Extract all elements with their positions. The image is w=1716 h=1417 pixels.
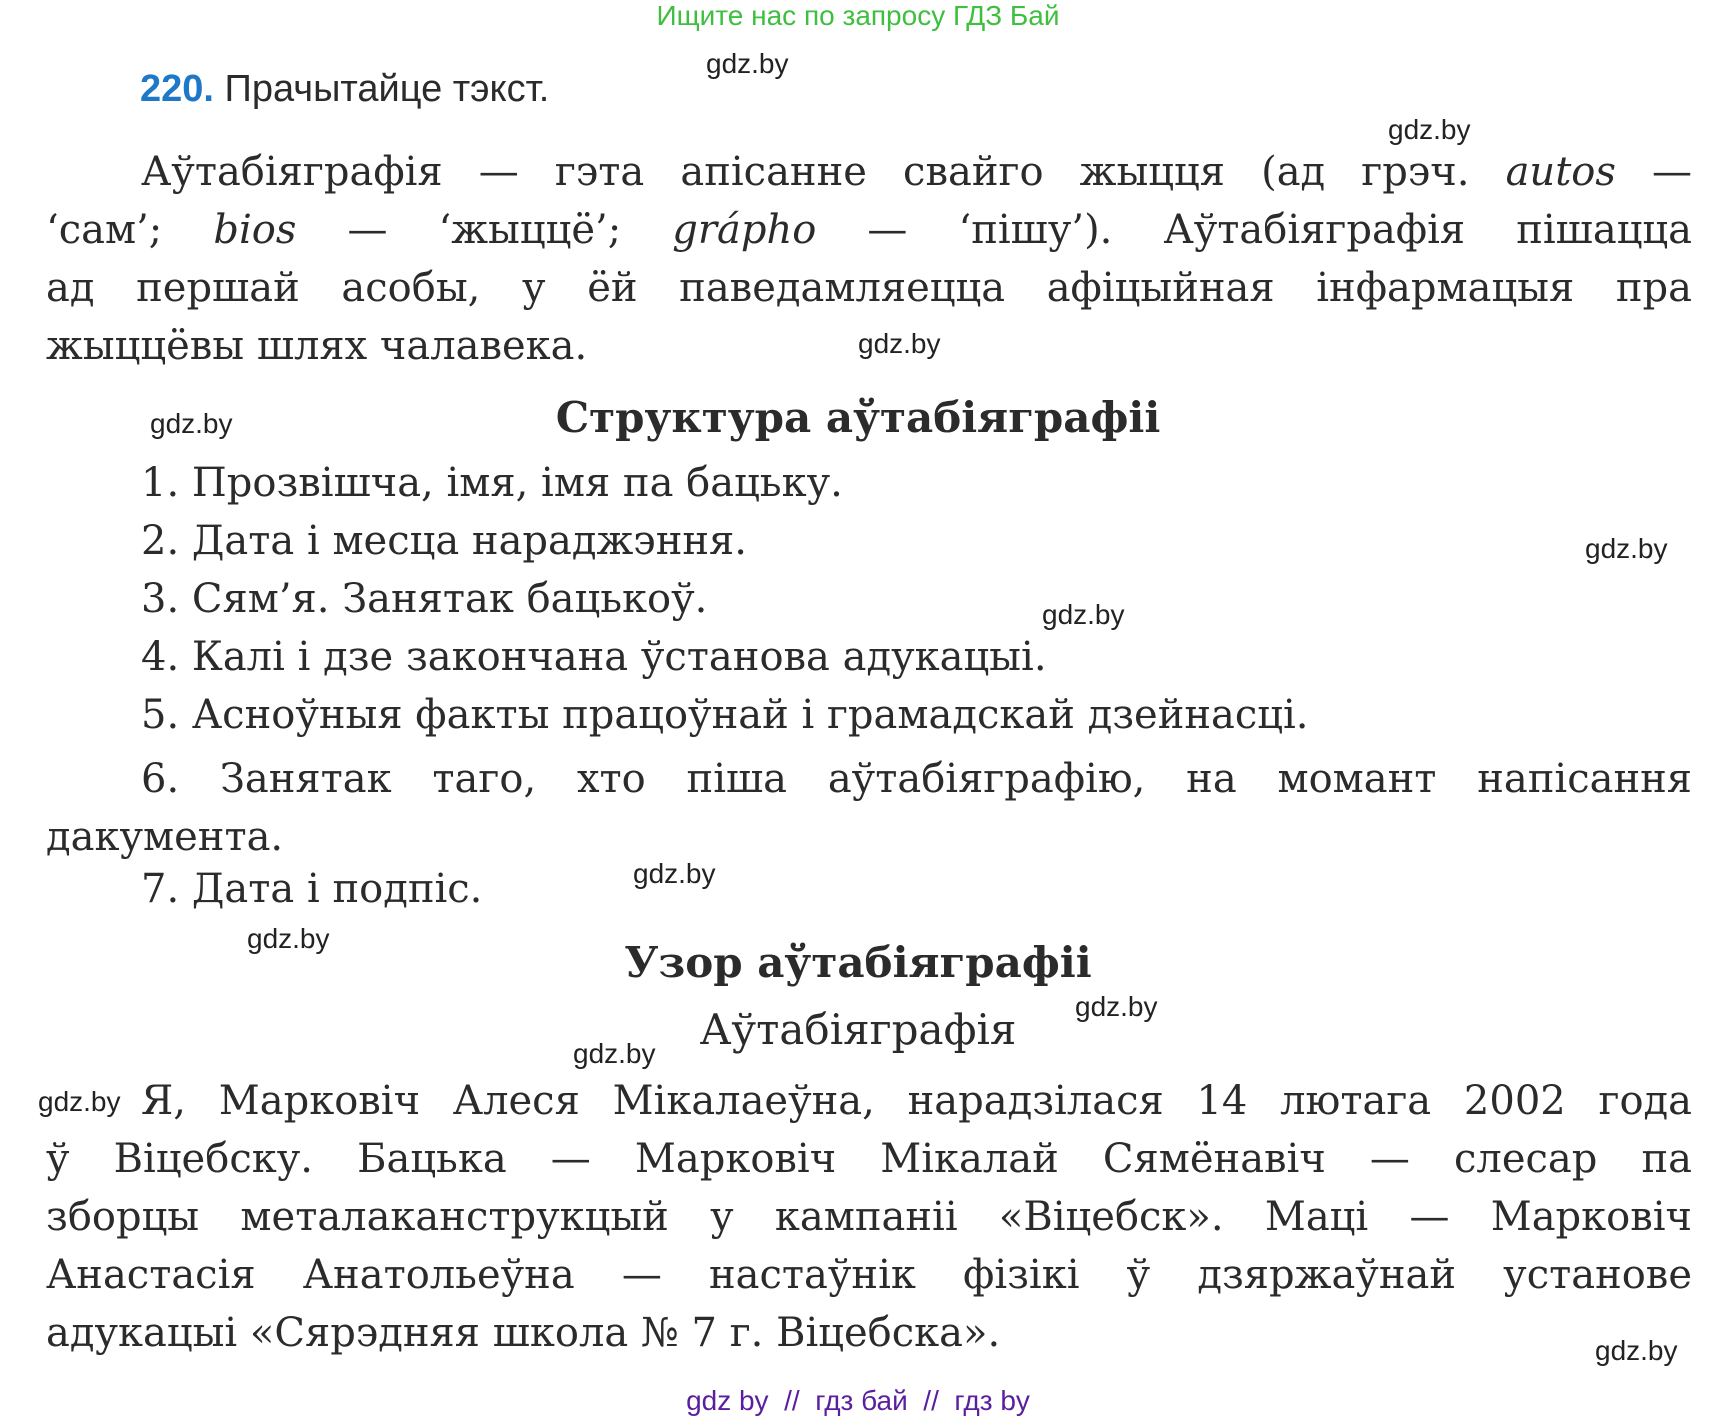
intro-line: Аўтабіяграфія — гэта апісанне свайго жыцця (ад грэч. autos — bbox=[141, 149, 1692, 195]
list-item: 3. Сям’я. Занятак бацькоў. bbox=[141, 576, 708, 622]
watermark: gdz.by bbox=[858, 328, 941, 359]
sample-line: зборцы металаканструкцый у кампаніі «Віцебск». Маці — Марковіч bbox=[46, 1194, 1692, 1240]
task-header bbox=[140, 68, 549, 111]
intro-line: ад першай асобы, у ёй паведамляецца афіцыйная інфармацыя пра bbox=[46, 265, 1692, 311]
watermark: gdz.by bbox=[573, 1038, 656, 1069]
watermark: gdz.by bbox=[1388, 114, 1471, 145]
list-item: 1. Прозвішча, імя, імя па бацьку. bbox=[141, 460, 843, 506]
sample-heading: Узор аўтабіяграфіі bbox=[624, 938, 1092, 987]
watermark: gdz.by bbox=[1042, 599, 1125, 630]
sample-line: Я, Марковіч Алеся Мікалаеўна, нарадзілася 14 лютага 2002 года bbox=[141, 1078, 1692, 1124]
list-item-line: 6. Занятак таго, хто піша аўтабіяграфію, на момант напісання bbox=[141, 756, 1692, 802]
watermark: gdz.by bbox=[150, 408, 233, 439]
list-item: 4. Калі і дзе закончана ўстанова адукацыі. bbox=[141, 634, 1047, 680]
footer-watermark: gdz by // гдз бай // гдз by bbox=[686, 1385, 1030, 1416]
list-item: 7. Дата і подпіс. bbox=[141, 866, 483, 912]
list-item: 2. Дата і месца нараджэння. bbox=[141, 518, 747, 564]
watermark: gdz.by bbox=[1075, 991, 1158, 1022]
watermark: gdz.by bbox=[1585, 533, 1668, 564]
watermark: gdz.by bbox=[38, 1086, 121, 1117]
list-item-6 bbox=[46, 750, 1692, 866]
watermark: gdz.by bbox=[633, 858, 716, 889]
watermark: gdz.by bbox=[1595, 1335, 1678, 1366]
structure-heading: Структура аўтабіяграфіі bbox=[555, 393, 1161, 442]
list-item: 5. Асноўныя факты працоўнай і грамадскай дзейнасці. bbox=[141, 692, 1309, 738]
sample-paragraph bbox=[46, 1072, 1692, 1362]
watermark: gdz.by bbox=[247, 923, 330, 954]
sample-title: Аўтабіяграфія bbox=[699, 1005, 1017, 1054]
list-item-line: дакумента. bbox=[46, 814, 284, 860]
task-number: 220. bbox=[140, 68, 214, 110]
task-instruction: Прачытайце тэкст. bbox=[224, 68, 550, 110]
sample-line: адукацыі «Сярэдняя школа № 7 г. Віцебска». bbox=[46, 1310, 1001, 1356]
intro-line: жыццёвы шлях чалавека. bbox=[46, 323, 588, 369]
sample-line: Анастасія Анатольеўна — настаўнік фізікі ў дзяржаўнай установе bbox=[46, 1252, 1692, 1298]
sample-line: ў Віцебску. Бацька — Марковіч Мікалай Сямёнавіч — слесар па bbox=[46, 1136, 1692, 1182]
top-banner: Ищите нас по запросу ГДЗ Бай bbox=[656, 0, 1060, 31]
intro-line: ‘сам’; bios — ‘жыццё’; grápho — ‘пішу’). Аўтабіяграфія пішацца bbox=[46, 207, 1692, 253]
watermark: gdz.by bbox=[706, 48, 789, 79]
